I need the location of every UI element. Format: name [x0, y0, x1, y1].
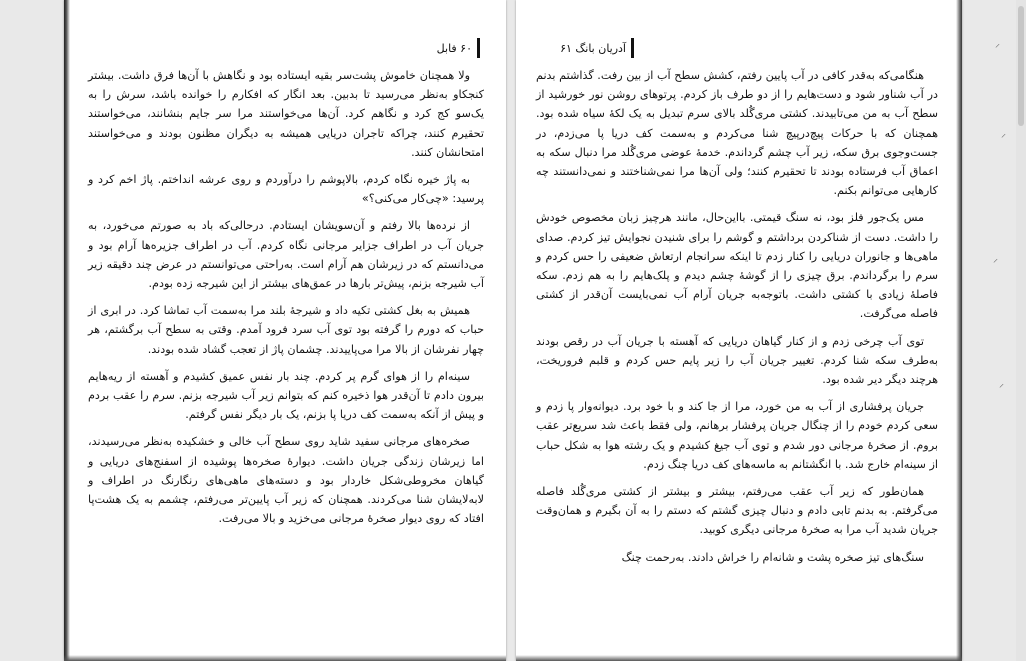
paragraph: صخره‌های مرجانی سفید شاید روی سطح آب خالی و خشکیده به‌نظر می‌رسیدند، اما زیرشان زندگی جریان داشت. دیوارهٔ صخره‌ها پوشیده از اسفنج‌های دریایی و گیاهان مخروطی‌شکل خاردار بود و دسته‌های ماهی‌های رنگارنگ در اطراف و لابه‌لایشان شنا می‌کردند. همچنان که زیر آب پایین‌تر می‌رفتم، چشمم به یک هشت‌پا افتاد که روی دیوار صخرهٔ مرجانی می‌خزید و بالا می‌رفت. [88, 435, 484, 526]
paragraph: هنگامی‌که به‌قدر کافی در آب پایین رفتم، کشش سطح آب از بین رفت. گذاشتم بدنم در آب شناور شود و دست‌هایم را از دو طرف باز کردم. پرتوهای روشن نور خورشید از سطح آب به من می‌تابیدند. کشتی مری‌گُلد بالای سرم تبدیل به یک لکهٔ سیاه شده بود. همچنان که با حرکات پیچ‌درپیچ شنا می‌کردم و به‌سمت کف دریا پا می‌زدم، در جست‌وجوی برق سکه، زیر آب چشم گرداندم. خدمهٔ عوضی مری‌گُلد مرا دنبال سکه به اعماق آب فرستاده بودند تا تحقیرم کنند؛ ولی آن‌ها مرا نمی‌شناختند و نمی‌دانستند چه کارهایی می‌توانم بکنم. [536, 69, 938, 198]
margin-mark-icon: ⸍ [999, 383, 1004, 394]
paragraph: به پاژ خیره نگاه کردم، بالاپوشم را درآوردم و روی عرشه انداختم. پاژ اخم کرد و پرسید: «چی‌کار می‌کنی؟» [88, 173, 484, 206]
page-binding-shadow [64, 0, 70, 661]
paragraph: از نرده‌ها بالا رفتم و آن‌سویشان ایستادم. درحالی‌که باد به صورتم می‌خورد، به جریان آب در اطراف جزایر مرجانی نگاه کردم. آب در اطراف جزیره‌ها آرام بود و می‌دانستم که در زیرشان هم آرام است. به‌راحتی می‌توانستم در عرض چند دقیقه زیر آب شیرجه بزنم، پیش‌تر بارها در عمق‌های بیشتر از این شیرجه زده بودم. [88, 219, 484, 291]
paragraph: ولا همچنان خاموش پشت‌سر بقیه ایستاده بود و نگاهش با آن‌ها فرق داشت. بیشتر کنجکاو به‌نظر می‌رسید تا بدبین. بعد انگار که افکارم را خوانده باشد، سرش را به یک‌سو کج کرد و نگاهم کرد. آن‌ها می‌خواستند مرا سر جایم بنشانند، می‌خواستند تحقیرم کنند، چراکه تاجران دریایی همیشه به دیگران مظنون بودند و می‌خواستند امتحانشان کنند. [88, 69, 484, 159]
right-page [516, 0, 962, 661]
page-body [536, 66, 938, 575]
vertical-scrollbar[interactable] [1016, 0, 1026, 661]
page-bottom-shadow [516, 655, 962, 661]
scrollbar-thumb[interactable] [1018, 6, 1024, 126]
paragraph: جریان پرفشاری از آب به من خورد، مرا از جا کند و با خود برد. دیوانه‌وار پا زدم و سعی کردم خودم را از چنگال جریان پرفشار برهانم، ولی فقط باعث شد سریع‌تر عقب بروم. از صخرهٔ مرجانی دور شدم و توی آب جیغ کشیدم و یک رشته هوا به شکل حباب از سینه‌ام خارج شد. با انگشتانم به ماسه‌های کف دریا چنگ زدم. [536, 400, 938, 471]
paragraph: همان‌طور که زیر آب عقب می‌رفتم، بیشتر و بیشتر از کشتی مری‌گُلد فاصله می‌گرفتم. به بدنم تابی دادم و دنبال چیزی گشتم که دستم را به آن بگیرم و همان‌وقت جریان شدید آب مرا به صخرهٔ مرجانی دیگری کوبید. [536, 485, 938, 537]
page-body [88, 66, 484, 536]
margin-mark-icon: ⸍ [995, 43, 1000, 54]
page-header [560, 38, 634, 58]
paragraph: سنگ‌های تیز صخره پشت و شانه‌ام را خراش دادند. به‌رحمت چنگ [621, 550, 924, 564]
margin-mark-icon: ⸍ [1001, 133, 1006, 144]
header-rule [477, 38, 480, 58]
page-header-text: ۶۰ فابل [436, 41, 472, 55]
margin-annotations [978, 0, 1008, 661]
margin-mark-icon: ⸍ [993, 258, 998, 269]
page-bottom-shadow [64, 655, 506, 661]
page-header [437, 38, 480, 58]
paragraph: سینه‌ام را از هوای گرم پر کردم. چند بار نفس عمیق کشیدم و آهسته از ریه‌هایم بیرون دادم تا آن‌قدر هوا ذخیره کنم که بتوانم زیر آب شیرجه بزنم. سرم را عقب بردم و پیش از آنکه به‌سمت کف دریا پا بزنم، یک بار دیگر نفس گرفتم. [88, 369, 484, 422]
left-page [64, 0, 506, 661]
header-rule [631, 38, 634, 58]
paragraph: همیش به بغل کشتی تکیه داد و شیرجهٔ بلند مرا به‌سمت آب تماشا کرد. در ابری از حباب که دورم را گرفته بود توی آب سرد فرود آمدم. وقتی به سطح آب برگشتم، هر چهار نفرشان از بالا مرا می‌پاییدند. چشمان پاژ از تعجب گشاد شده بودند. [88, 304, 484, 356]
page-header-text: آدریان بانگ ۶۱ [560, 41, 626, 55]
paragraph: توی آب چرخی زدم و از کنار گیاهان دریایی که آهسته با جریان آب در رقص بودند به‌طرف سکه شنا کردم. تغییر جریان آب را زیر پایم حس کردم و قلبم فروریخت، هرچند دیگر دیر شده بود. [536, 334, 938, 387]
page-binding-shadow [956, 0, 962, 661]
paragraph: مس یک‌جور فلز بود، نه سنگ قیمتی. بااین‌حال، مانند هرچیز زبان مخصوص خودش را داشت. دست از شناکردن برداشتم و گوشم را برای شنیدن نجوایش تیز کردم. صدای ماهی‌ها و جانوران دریایی را کنار زدم تا اینکه سرانجام ارتعاش ضعیفی را حس کردم و سرم را برگرداندم. برق چیزی را از گوشهٔ چشم دیدم و پلک‌هایم را به هم زدم. سکه فاصلهٔ زیادی با کشتی داشت. باتوجه‌به جریان آرام آب نمی‌بایست آن‌قدر از کشتی فاصله می‌گرفت. [536, 211, 938, 321]
